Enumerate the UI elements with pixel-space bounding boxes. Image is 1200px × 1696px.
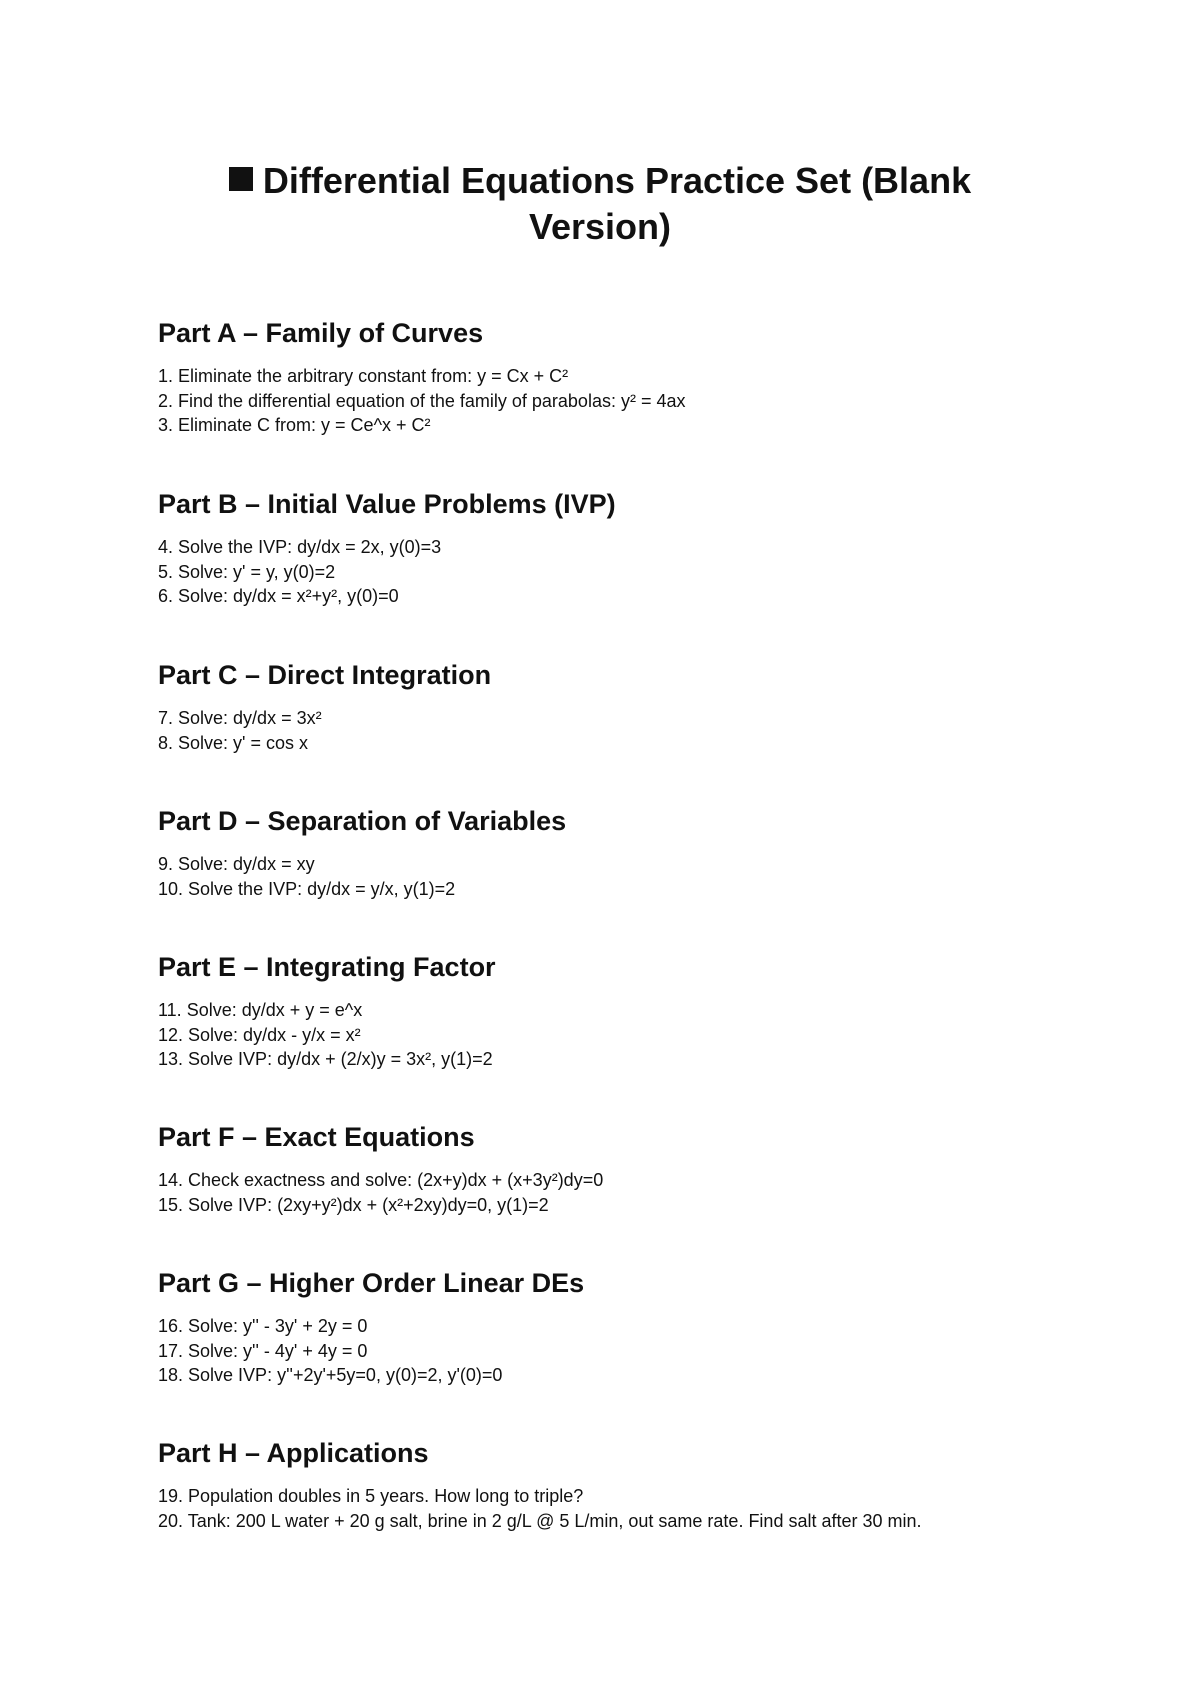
black-square-icon — [229, 167, 253, 191]
section-part-d — [158, 804, 1058, 901]
problem-item: 15. Solve IVP: (2xy+y²)dx + (x²+2xy)dy=0, y(1)=2 — [158, 1194, 549, 1215]
section-heading: Part D – Separation of Variables — [158, 806, 567, 836]
problem-list — [158, 364, 1058, 438]
section-heading: Part H – Applications — [158, 1438, 429, 1468]
problem-item: 17. Solve: y'' - 4y' + 4y = 0 — [158, 1340, 368, 1361]
problem-item: 14. Check exactness and solve: (2x+y)dx + (x+3y²)dy=0 — [158, 1170, 604, 1190]
problem-list — [158, 1314, 1058, 1388]
problem-item: 6. Solve: dy/dx = x²+y², y(0)=0 — [158, 586, 399, 606]
problem-item: 4. Solve the IVP: dy/dx = 2x, y(0)=3 — [158, 537, 442, 557]
problem-list — [158, 1168, 1058, 1217]
problem-list — [158, 535, 1058, 609]
problem-item: 18. Solve IVP: y''+2y'+5y=0, y(0)=2, y'(0)=0 — [158, 1365, 503, 1385]
section-part-a — [158, 316, 1058, 438]
problem-item: 12. Solve: dy/dx - y/x = x² — [158, 1024, 361, 1045]
section-part-e — [158, 950, 1058, 1072]
problem-item: 8. Solve: y' = cos x — [158, 732, 309, 753]
section-part-c — [158, 658, 1058, 755]
problem-item: 1. Eliminate the arbitrary constant from: y = Cx + C² — [158, 366, 569, 386]
problem-list — [158, 852, 1058, 901]
problem-item: 9. Solve: dy/dx = xy — [158, 854, 315, 874]
section-heading: Part G – Higher Order Linear DEs — [158, 1268, 585, 1298]
problem-item: 20. Tank: 200 L water + 20 g salt, brine in 2 g/L @ 5 L/min, out same rate. Find salt after 30 min. — [158, 1510, 922, 1531]
section-heading: Part B – Initial Value Problems (IVP) — [158, 489, 616, 519]
problem-list — [158, 998, 1058, 1072]
problem-item: 7. Solve: dy/dx = 3x² — [158, 708, 322, 728]
section-part-f — [158, 1120, 1058, 1217]
problem-item: 5. Solve: y' = y, y(0)=2 — [158, 561, 336, 582]
section-heading: Part A – Family of Curves — [158, 318, 484, 348]
page-title — [160, 158, 1040, 250]
section-heading: Part F – Exact Equations — [158, 1122, 475, 1152]
section-part-g — [158, 1266, 1058, 1388]
section-heading: Part C – Direct Integration — [158, 660, 492, 690]
problem-item: 13. Solve IVP: dy/dx + (2/x)y = 3x², y(1)=2 — [158, 1049, 493, 1069]
problem-list — [158, 706, 1058, 755]
section-part-b — [158, 487, 1058, 609]
problem-item: 2. Find the differential equation of the family of parabolas: y² = 4ax — [158, 390, 686, 411]
section-heading: Part E – Integrating Factor — [158, 952, 496, 982]
problem-item: 3. Eliminate C from: y = Ce^x + C² — [158, 415, 431, 435]
problem-item: 10. Solve the IVP: dy/dx = y/x, y(1)=2 — [158, 878, 456, 899]
problem-item: 11. Solve: dy/dx + y = e^x — [158, 1000, 363, 1020]
problem-list — [158, 1484, 1058, 1533]
problem-item: 16. Solve: y'' - 3y' + 2y = 0 — [158, 1316, 368, 1336]
problem-item: 19. Population doubles in 5 years. How long to triple? — [158, 1486, 584, 1506]
section-part-h — [158, 1436, 1058, 1533]
page-title-text: Differential Equations Practice Set (Blank Version) — [262, 160, 972, 247]
